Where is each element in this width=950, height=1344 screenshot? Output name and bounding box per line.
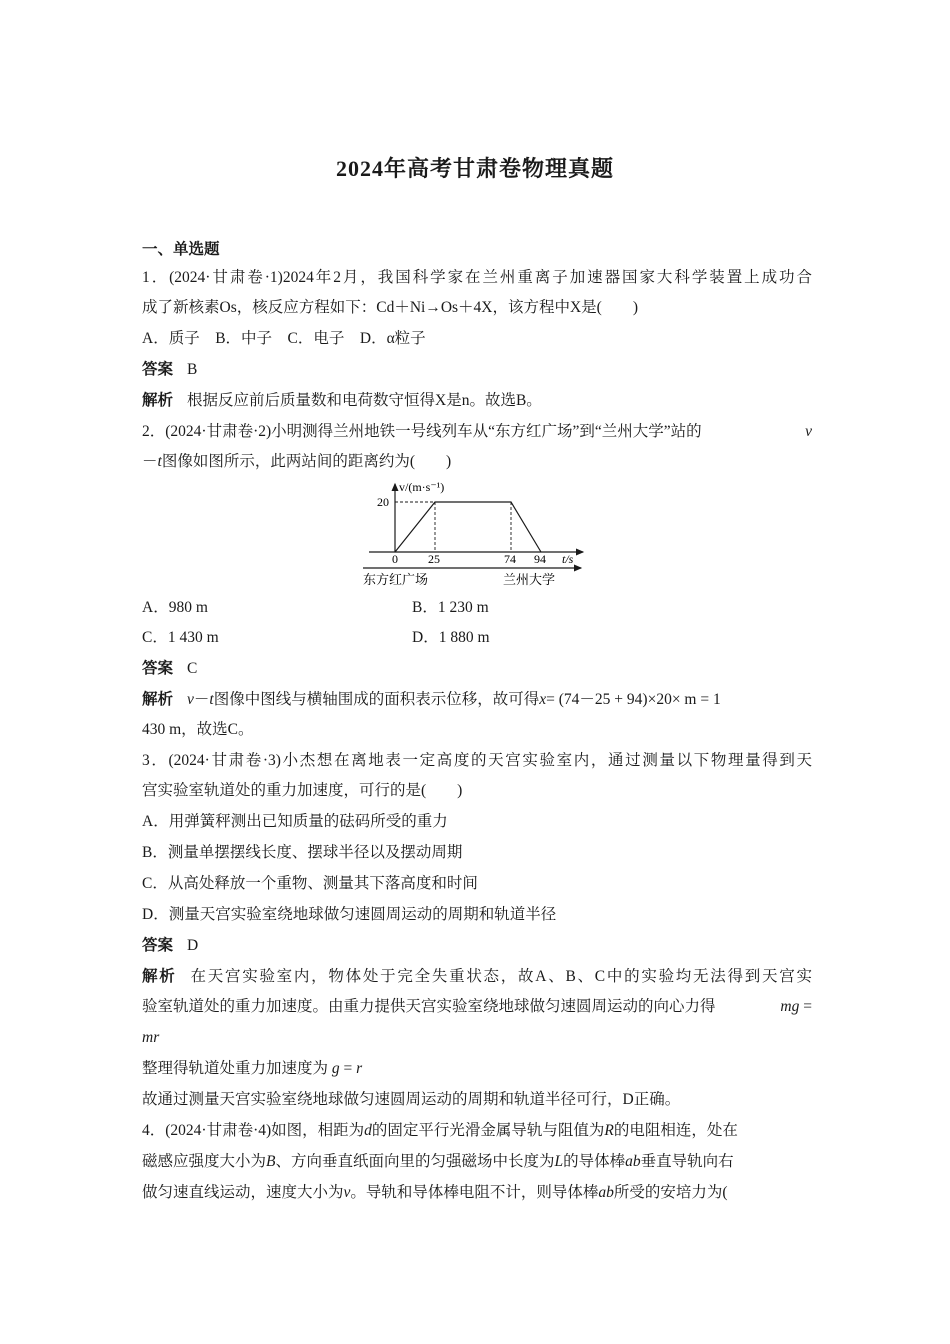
var-t: t [209, 691, 214, 708]
q3-answer [142, 936, 812, 956]
q3-option-d: D．测量天宫实验室绕地球做匀速圆周运动的周期和轨道半径 [142, 906, 557, 923]
q3-analysis-line2 [142, 997, 812, 1017]
x-axis-label: t/s [562, 552, 574, 566]
q2-options-row1 [142, 598, 812, 618]
q4-text: 的导体棒 [563, 1153, 626, 1170]
station-left-label: 东方红广场 [363, 572, 429, 587]
q2-analysis-line1 [142, 690, 812, 710]
q3-analysis-line5: 故通过测量天宫实验室绕地球做匀速圆周运动的周期和轨道半径可行，D正确。 [142, 1091, 681, 1108]
q2-options-row2 [142, 628, 812, 648]
q2-option-a: A．980 m [142, 599, 208, 616]
q4-text: 。导轨和导体棒电阻不计，则导体棒 [350, 1184, 599, 1201]
q2-dash: － [142, 453, 158, 470]
analysis-formula: = (74－25 + 94)×20× m = 1 [546, 691, 721, 708]
analysis-label: 解析 [142, 392, 174, 409]
q4-stem-line1 [142, 1121, 812, 1141]
q2-answer [142, 659, 812, 679]
var-g: g [331, 1060, 340, 1077]
q1-stem-line2: 成了新核素Os，核反应方程如下：Cd＋Ni→Os＋4X，该方程中X是( ) [142, 299, 639, 316]
q3-option-a: A．用弹簧秤测出已知质量的砝码所受的重力 [142, 813, 448, 830]
q4-text: 的电阻相连，处在 [613, 1122, 738, 1139]
answer-value: B [187, 361, 198, 378]
y-axis-label: v/(m·s⁻¹) [399, 480, 445, 494]
x-tick-0: 0 [392, 552, 398, 566]
q4-text: 垂直导轨向右 [640, 1153, 734, 1170]
q3-option-c: C．从高处释放一个重物、测量其下落高度和时间 [142, 875, 478, 892]
q2-var-t: t [157, 453, 162, 470]
q2-analysis-line2: 430 m，故选C。 [142, 721, 254, 738]
equals: = [343, 1060, 353, 1077]
q1-analysis [142, 391, 812, 411]
var-ab: ab [598, 1184, 614, 1201]
var-B: B [266, 1153, 276, 1170]
q3-option-b: B．测量单摆摆线长度、摆球半径以及摆动周期 [142, 844, 463, 861]
q2-option-c: C．1 430 m [142, 629, 219, 646]
q1-options: A．质子 B．中子 C．电子 D．α粒子 [142, 330, 426, 347]
answer-value: C [187, 660, 198, 677]
analysis-label: 解析 [142, 691, 174, 708]
q4-text: 所受的安培力为( [613, 1184, 728, 1201]
analysis-text: 验室轨道处的重力加速度。由重力提供天宫实验室绕地球做匀速圆周运动的向心力得 [142, 998, 716, 1015]
answer-label: 答案 [142, 361, 174, 378]
q4-text: 磁感应强度大小为 [142, 1153, 267, 1170]
var-mr: mr [142, 1029, 160, 1046]
vt-graph-figure [355, 478, 595, 590]
analysis-text: 根据反应前后质量数和电荷数守恒得X是n。故选B。 [187, 392, 542, 409]
station-right-label: 兰州大学 [503, 572, 556, 587]
q4-text: 4．(2024·甘肃卷·4)如图，相距为 [142, 1122, 365, 1139]
var-d: d [364, 1122, 372, 1139]
q4-stem-line2 [142, 1152, 812, 1172]
q2-stem-text: 2．(2024·甘肃卷·2)小明测得兰州地铁一号线列车从“东方红广场”到“兰州大学”站的 [142, 423, 702, 440]
q2-option-b: B．1 230 m [412, 599, 489, 616]
q3-analysis-line4 [142, 1059, 812, 1079]
q4-text: 的固定平行光滑金属导轨与阻值为 [371, 1122, 605, 1139]
answer-label: 答案 [142, 660, 174, 677]
section-heading: 一、单选题 [142, 241, 220, 258]
q4-text: 做匀速直线运动，速度大小为 [142, 1184, 344, 1201]
x-tick-25: 25 [428, 552, 440, 566]
q3-analysis-line3 [142, 1028, 812, 1048]
answer-value: D [187, 937, 199, 954]
analysis-text: 图像中图线与横轴围成的面积表示位移，故可得 [213, 691, 540, 708]
q4-stem-line3 [142, 1183, 812, 1203]
page-title: 2024年高考甘肃卷物理真题 [335, 156, 614, 181]
q2-var-v: v [805, 423, 812, 440]
q1-answer [142, 360, 812, 380]
dash: － [193, 691, 210, 708]
q3-stem-line1: 3．(2024·甘肃卷·3)小杰想在离地表一定高度的天宫实验室内，通过测量以下物理量得到天 [142, 752, 812, 769]
analysis-text: 整理得轨道处重力加速度为 [142, 1060, 329, 1077]
q2-stem-line2 [142, 452, 812, 472]
var-x: x [539, 691, 547, 708]
var-r: r [356, 1060, 363, 1077]
velocity-curve [395, 502, 541, 552]
var-mg: mg [780, 998, 800, 1015]
x-tick-74: 74 [504, 552, 516, 566]
var-v: v [343, 1184, 351, 1201]
analysis-text: 在天宫实验室内，物体处于完全失重状态，故A、B、C中的实验均无法得到天宫实 [190, 968, 812, 985]
q4-text: 、方向垂直纸面向里的匀强磁场中长度为 [275, 1153, 555, 1170]
q2-stem-line1 [142, 422, 812, 442]
var-L: L [554, 1153, 564, 1170]
x-tick-94: 94 [534, 552, 546, 566]
var-v: v [187, 691, 194, 708]
var-ab: ab [625, 1153, 641, 1170]
var-R: R [604, 1122, 614, 1139]
q3-stem-line2: 宫实验室轨道处的重力加速度，可行的是( ) [142, 782, 463, 799]
analysis-label: 解析 [142, 968, 177, 985]
q2-option-d: D．1 880 m [412, 629, 490, 646]
answer-label: 答案 [142, 937, 174, 954]
q2-stem-rest: 图像如图所示，此两站间的距离约为( ) [161, 453, 452, 470]
equals: = [803, 998, 812, 1015]
q1-stem-line1: 1．(2024·甘肃卷·1)2024年2月，我国科学家在兰州重离子加速器国家大科学装置上成功合 [142, 269, 812, 286]
y-tick-20: 20 [377, 495, 389, 509]
q3-analysis-line1 [142, 967, 812, 987]
